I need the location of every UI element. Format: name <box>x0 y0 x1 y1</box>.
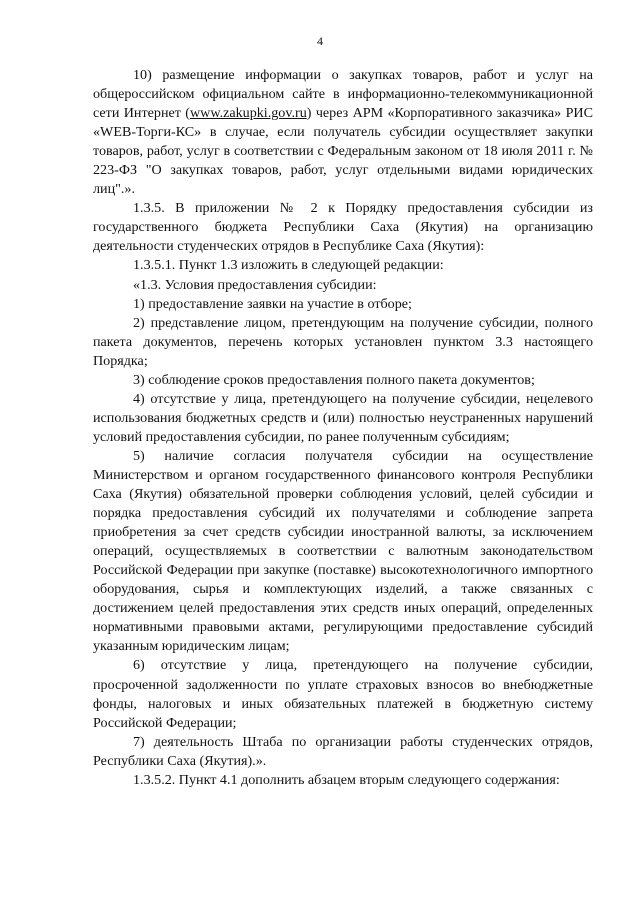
condition-1: 1) предоставление заявки на участие в отборе; <box>133 295 412 312</box>
paragraph-item-10-text: 10) размещение информации о закупках товаров, работ и услуг на общероссийском официальном сайте в информационно-телекоммуникационной сети Интернет ( <box>93 67 593 122</box>
condition-3: 3) соблюдение сроков предоставления полного пакета документов; <box>133 371 535 388</box>
paragraph-1-3-5: 1.3.5. В приложении № 2 к Порядку предоставления субсидии из государственного бюджета Республики Саха (Якутия) на организацию деятельности студенческих отрядов в Республике Саха (Якутия): <box>93 200 593 255</box>
condition-4: 4) отсутствие у лица, претендующего на получение субсидии, нецелевого использования бюджетных средств и (или) полностью неустраненных нарушений условий предоставления субсидии, по ранее полученным субсидиям; <box>93 390 593 445</box>
zakupki-link[interactable]: www.zakupki.gov.ru <box>189 105 307 122</box>
paragraph-item-10 <box>93 66 593 199</box>
document-body <box>93 66 593 790</box>
condition-7: 7) деятельность Штаба по организации работы студенческих отрядов, Республики Саха (Якутия).». <box>93 733 593 769</box>
condition-6: 6) отсутствие у лица, претендующего на получение субсидии, просроченной задолженности по уплате страховых взносов во внебюджетные фонды, налоговых и иных обязательных платежей в бюджетную систему Российской Федерации; <box>93 657 593 731</box>
paragraph-1-3-heading: «1.3. Условия предоставления субсидии: <box>133 276 377 293</box>
condition-2: 2) представление лицом, претендующим на получение субсидии, полного пакета документов, перечень которых установлен пунктом 3.3 настоящего Порядка; <box>93 314 593 369</box>
condition-5: 5) наличие согласия получателя субсидии на осуществление Министерством и органом государственного финансового контроля Республики Саха (Якутия) обязательной проверки соблюдения условий, целей субсидии и порядка предоставления субсидий их получателями и соблюдение запрета приобретения за счет средств субсидии иностранной валюты, за исключением операций, осуществляемых в соответствии с валютным законодательством Российской Федерации при закупке (поставке) высокотехнологичного импортного оборудования, сырья и комплектующих изделий, а также связанных с достижением целей предоставления этих средств иных операций, определенных нормативными правовыми актами, регулирующими предоставление субсидий указанным юридическим лицам; <box>93 447 593 655</box>
paragraph-1-3-5-1: 1.3.5.1. Пункт 1.3 изложить в следующей редакции: <box>133 257 444 274</box>
paragraph-item-10-tail: ) через АРМ «Корпоративного заказчика» РИС «WEB-Торги-КС» в случае, если получатель субсидии осуществляет закупки товаров, работ, услуг в соответствии с Федеральным законом от 18 июля 2011 г. № 223-ФЗ "О закупках товаров, работ, услуг отдельными видами юридических лиц".». <box>93 105 594 198</box>
paragraph-1-3-5-2: 1.3.5.2. Пункт 4.1 дополнить абзацем вторым следующего содержания: <box>133 771 560 788</box>
page-number: 4 <box>317 34 323 48</box>
